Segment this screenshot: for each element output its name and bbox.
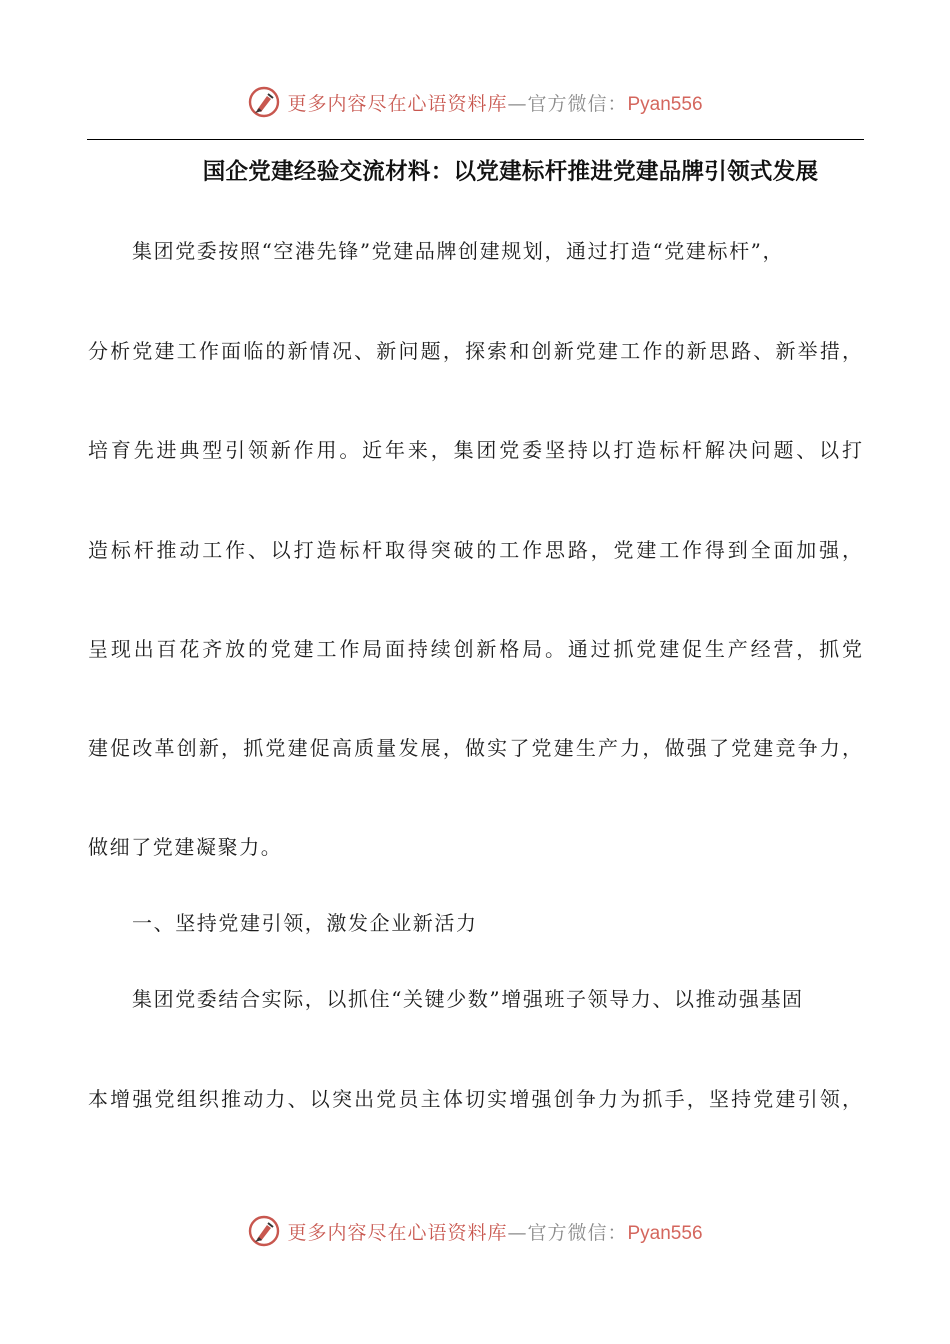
footer-watermark bbox=[0, 1211, 950, 1251]
watermark-account: Pyan556 bbox=[627, 93, 703, 115]
body-line: 造标杆推动工作、以打造标杆取得突破的工作思路，党建工作得到全面加强， bbox=[88, 538, 862, 562]
body-line: 本增强党组织推动力、以突出党员主体切实增强创争力为抓手，坚持党建引领， bbox=[88, 1087, 862, 1111]
watermark-text bbox=[287, 89, 702, 116]
pen-nib-logo-icon bbox=[247, 1214, 281, 1248]
body-line: 建促改革创新，抓党建促高质量发展，做实了党建生产力，做强了党建竞争力， bbox=[88, 736, 862, 760]
body-line: 集团党委结合实际，以抓住“关键少数”增强班子领导力、以推动强基固 bbox=[132, 987, 804, 1011]
watermark-text bbox=[287, 1218, 702, 1245]
document-title: 国企党建经验交流材料：以党建标杆推进党建品牌引领式发展 bbox=[202, 159, 819, 185]
watermark-dash: — bbox=[507, 1221, 528, 1244]
header-divider bbox=[87, 139, 864, 140]
watermark-prefix: 更多内容尽在心语资料库 bbox=[287, 1221, 508, 1244]
body-line: 做细了党建凝聚力。 bbox=[88, 835, 283, 859]
watermark-account: Pyan556 bbox=[627, 1222, 703, 1244]
watermark-label: 官方微信： bbox=[527, 1221, 628, 1244]
watermark-label: 官方微信： bbox=[527, 92, 628, 115]
body-line: 培育先进典型引领新作用。近年来，集团党委坚持以打造标杆解决问题、以打 bbox=[88, 438, 862, 462]
body-line: 呈现出百花齐放的党建工作局面持续创新格局。通过抓党建促生产经营，抓党 bbox=[88, 637, 862, 661]
body-line: 分析党建工作面临的新情况、新问题，探索和创新党建工作的新思路、新举措， bbox=[88, 339, 862, 363]
watermark-prefix: 更多内容尽在心语资料库 bbox=[287, 92, 508, 115]
section-heading: 一、坚持党建引领，激发企业新活力 bbox=[132, 911, 478, 935]
header-watermark bbox=[0, 82, 950, 122]
body-line: 集团党委按照“空港先锋”党建品牌创建规划，通过打造“党建标杆”， bbox=[132, 239, 785, 263]
watermark-dash: — bbox=[507, 92, 528, 115]
pen-nib-logo-icon bbox=[247, 85, 281, 119]
